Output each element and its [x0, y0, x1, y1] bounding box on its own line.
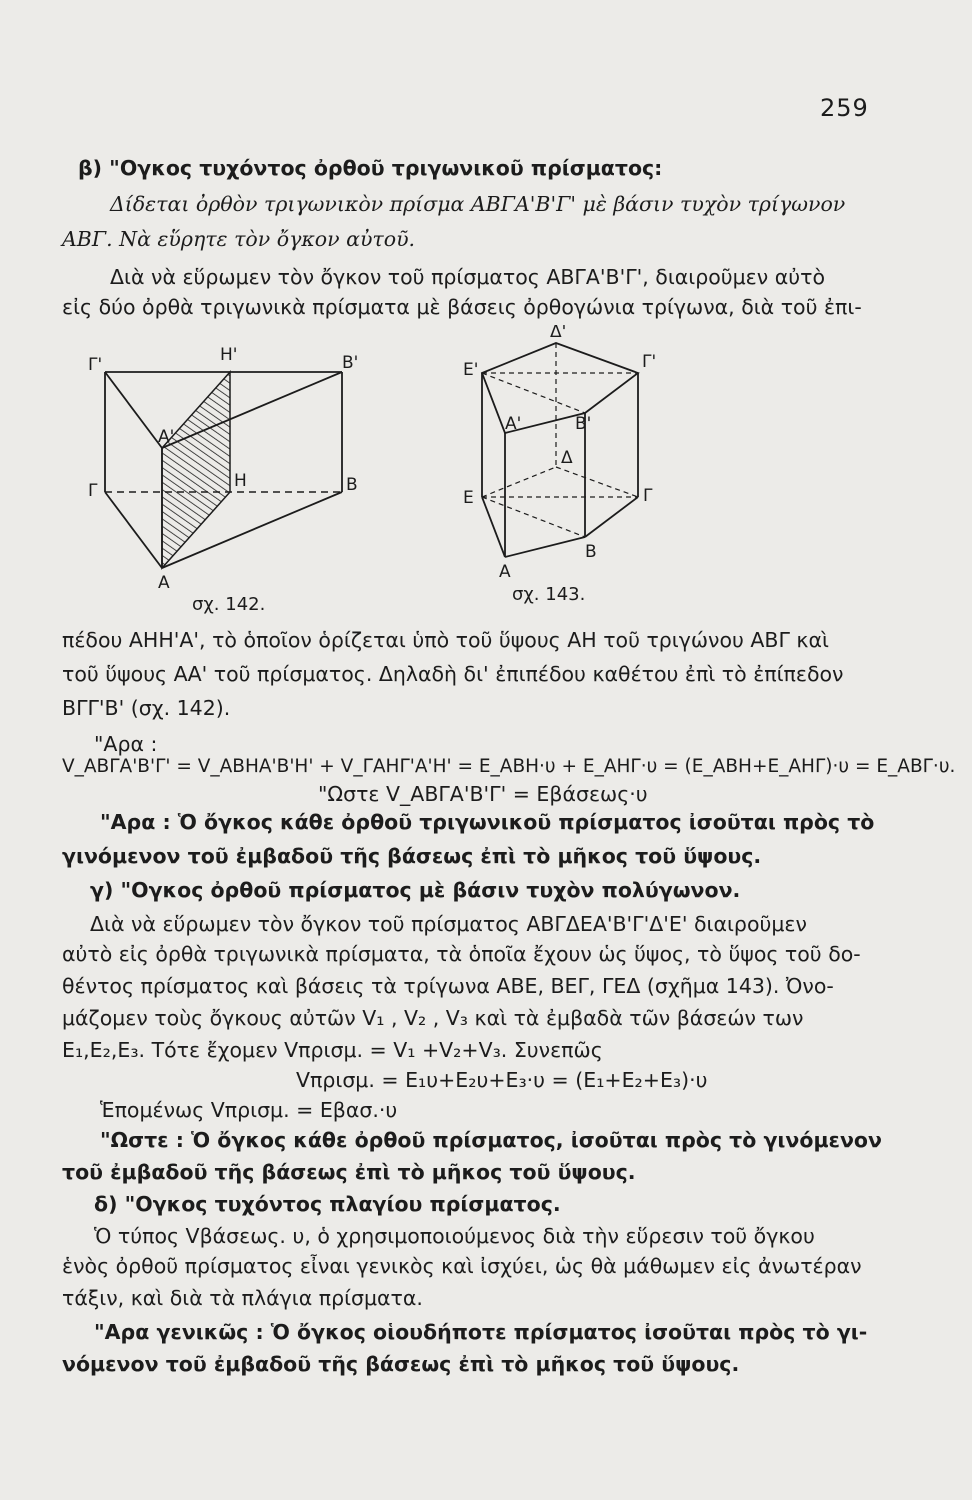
para-line-1: Διὰ νὰ εὕρωμεν τὸν ὄγκον τοῦ πρίσματος ΑΒΓΑ'Β'Γ', διαιροῦμεν αὐτὸ [110, 265, 825, 289]
problem-line-1: Δίδεται ὀρθὸν τριγωνικὸν πρίσμα ΑΒΓΑ'Β'Γ' μὲ βάσιν τυχὸν τρίγωνον [110, 192, 846, 216]
para-line-5: ΒΓΓ'Β' (σχ. 142). [62, 696, 231, 720]
caption-fig-142: σχ. 142. [192, 594, 266, 615]
rule-line-1: "Αρα : Ὁ ὄγκος κάθε ὀρθοῦ τριγωνικοῦ πρίσματος ἰσοῦται πρὸς τὸ [100, 810, 875, 834]
section-b-heading: β) "Ογκος τυχόντος ὀρθοῦ τριγωνικοῦ πρίσματος: [78, 156, 663, 180]
label-a: Α [158, 573, 170, 593]
para-g-line-4: μάζομεν τοὺς ὄγκους αὐτῶν V₁ , V₂ , V₃ καὶ τὰ ἐμβαδὰ τῶν βάσεών των [62, 1006, 804, 1030]
section-g-heading: γ) "Ογκος ὀρθοῦ πρίσματος μὲ βάσιν τυχὸν πολύγωνον. [90, 878, 741, 902]
label-b-prime: Β' [342, 353, 359, 373]
label-b-143: Β [585, 542, 597, 562]
para-line-3: πέδου ΑΗΗ'Α', τὸ ὁποῖον ὁρίζεται ὑπὸ τοῦ ὕψους ΑΗ τοῦ τριγώνου ΑΒΓ καὶ [62, 628, 829, 652]
volume-formula: V_ΑΒΓΑ'Β'Γ' = V_ΑΒΗΑ'Β'Η' + V_ΓΑΗΓ'Α'Η' = Ε_ΑΒΗ·υ + Ε_ΑΗΓ·υ = (Ε_ΑΒΗ+Ε_ΑΗΓ)·υ = Ε_ΑΒΓ·υ. [62, 756, 956, 777]
label-h: Η [234, 471, 247, 491]
formula-conclusion: "Ωστε V_ΑΒΓΑ'Β'Γ' = Εβάσεως·υ [318, 782, 648, 806]
para-d-line-2: ἑνὸς ὀρθοῦ πρίσματος εἶναι γενικὸς καὶ ἰσχύει, ὡς θὰ μάθωμεν εἰς ἀνωτέραν [62, 1254, 862, 1278]
label-b: Β [346, 475, 358, 495]
label-a-143: Α [499, 562, 511, 582]
para-line-4: τοῦ ὕψους ΑΑ' τοῦ πρίσματος. Δηλαδὴ δι' ἐπιπέδου καθέτου ἐπὶ τὸ ἐπίπεδον [62, 662, 844, 686]
label-d: Δ [561, 448, 573, 468]
para-d-line-1: Ὁ τύπος Vβάσεως. υ, ὁ χρησιμοποιούμενος διὰ τὴν εὕρεσιν τοῦ ὄγκου [94, 1224, 815, 1248]
label-g-prime-143: Γ' [642, 352, 657, 372]
label-a-prime-143: Α' [505, 414, 522, 434]
para-g-line-5: Ε₁,Ε₂,Ε₃. Τότε ἔχομεν Vπρισμ. = V₁ +V₂+V₃. Συνεπῶς [62, 1038, 603, 1062]
para-line-2: εἰς δύο ὀρθὰ τριγωνικὰ πρίσματα μὲ βάσεις ὀρθογώνια τρίγωνα, διὰ τοῦ ἐπι- [62, 295, 862, 319]
label-g-prime: Γ' [88, 355, 103, 375]
label-d-prime: Δ' [550, 325, 567, 342]
page-number: 259 [820, 94, 869, 122]
figure-142 [80, 330, 370, 610]
ara-label: "Αρα : [94, 732, 158, 756]
para-g-line-2: αὐτὸ εἰς ὀρθὰ τριγωνικὰ πρίσματα, τὰ ὁποῖα ἔχουν ὡς ὕψος, τὸ ὕψος τοῦ δο- [62, 942, 861, 966]
label-b-prime-143: Β' [575, 414, 592, 434]
label-h-prime: Η' [220, 345, 238, 365]
formula-result: Ἑπομένως Vπρισμ. = Εβασ.·υ [100, 1098, 398, 1122]
problem-line-2: ΑΒΓ. Νὰ εὕρητε τὸν ὄγκον αὐτοῦ. [62, 227, 416, 251]
rule2-line-2: τοῦ ἐμβαδοῦ τῆς βάσεως ἐπὶ τὸ μῆκος τοῦ ὕψους. [62, 1160, 636, 1184]
formula-sum: Vπρισμ. = Ε₁υ+Ε₂υ+Ε₃·υ = (Ε₁+Ε₂+Ε₃)·υ [296, 1068, 708, 1092]
label-a-prime: Α' [158, 427, 175, 447]
label-g: Γ [88, 481, 98, 501]
caption-fig-143: σχ. 143. [512, 584, 586, 605]
label-e: Ε [463, 488, 474, 508]
section-d-heading: δ) "Ογκος τυχόντος πλαγίου πρίσματος. [94, 1192, 561, 1216]
rule2-line-1: "Ωστε : Ὁ ὄγκος κάθε ὀρθοῦ πρίσματος, ἰσοῦται πρὸς τὸ γινόμενον [100, 1128, 882, 1152]
figure-143 [455, 325, 685, 590]
rule-line-2: γινόμενον τοῦ ἐμβαδοῦ τῆς βάσεως ἐπὶ τὸ μῆκος τοῦ ὕψους. [62, 844, 762, 868]
label-g-143: Γ [643, 486, 653, 506]
rule3-line-1: "Αρα γενικῶς : Ὁ ὄγκος οἱουδήποτε πρίσματος ἰσοῦται πρὸς τὸ γι- [94, 1320, 868, 1344]
para-g-line-1: Διὰ νὰ εὕρωμεν τὸν ὄγκον τοῦ πρίσματος ΑΒΓΔΕΑ'Β'Γ'Δ'Ε' διαιροῦμεν [90, 912, 807, 936]
para-d-line-3: τάξιν, καὶ διὰ τὰ πλάγια πρίσματα. [62, 1286, 423, 1310]
label-e-prime: Ε' [463, 360, 479, 380]
para-g-line-3: θέντος πρίσματος καὶ βάσεις τὰ τρίγωνα ΑΒΕ, ΒΕΓ, ΓΕΔ (σχῆμα 143). Ὀνο- [62, 974, 834, 998]
rule3-line-2: νόμενον τοῦ ἐμβαδοῦ τῆς βάσεως ἐπὶ τὸ μῆκος τοῦ ὕψους. [62, 1352, 740, 1376]
